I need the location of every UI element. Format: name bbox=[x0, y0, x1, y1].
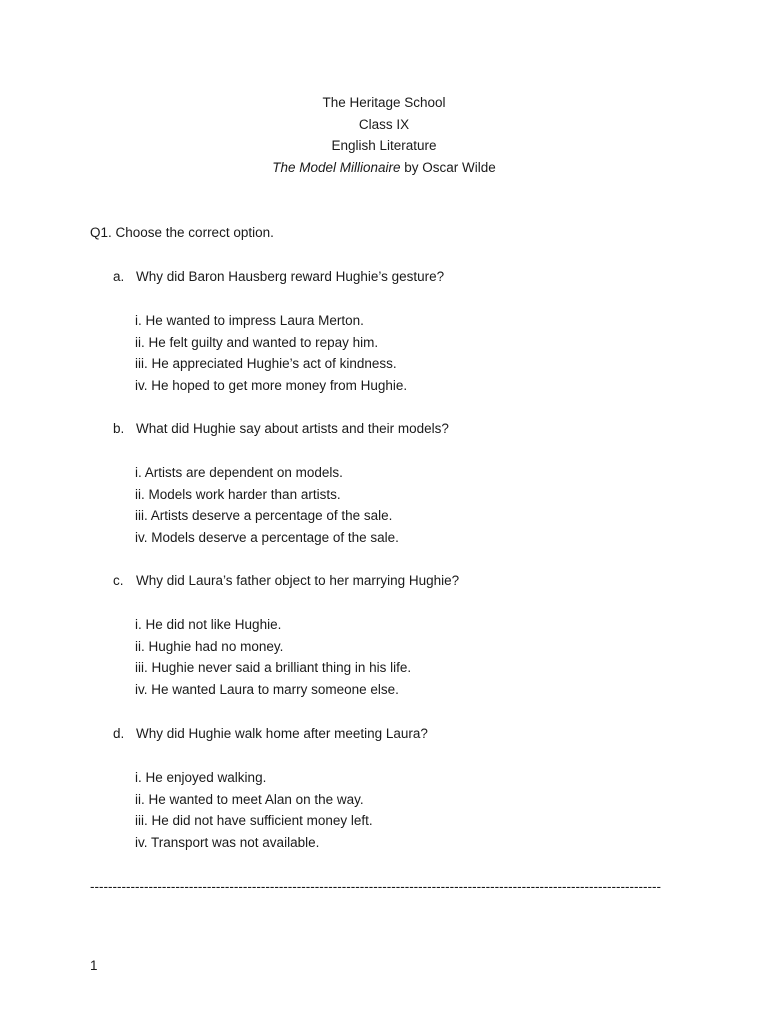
option-item: iv. He hoped to get more money from Hughie. bbox=[135, 378, 408, 394]
subject-name: English Literature bbox=[331, 138, 437, 154]
option-item: iii. Artists deserve a percentage of the sale. bbox=[135, 508, 393, 524]
dashed-separator: ------------------------------------------------------------------------------------------------------------------------------- bbox=[90, 879, 661, 894]
document-header bbox=[0, 92, 768, 179]
question-letter: c. bbox=[113, 573, 124, 588]
question-letter: d. bbox=[113, 726, 125, 741]
option-item: iii. He appreciated Hughie’s act of kindness. bbox=[135, 356, 397, 372]
question-text: Why did Laura’s father object to her marrying Hughie? bbox=[136, 573, 460, 588]
option-item: iii. Hughie never said a brilliant thing in his life. bbox=[135, 660, 412, 676]
author-line: by Oscar Wilde bbox=[400, 160, 496, 176]
option-item: iv. He wanted Laura to marry someone else. bbox=[135, 682, 399, 698]
option-list bbox=[135, 462, 399, 549]
option-list bbox=[135, 614, 411, 701]
option-item: ii. Models work harder than artists. bbox=[135, 486, 341, 502]
option-item: i. Artists are dependent on models. bbox=[135, 465, 343, 480]
option-item: ii. Hughie had no money. bbox=[135, 638, 284, 654]
school-name: The Heritage School bbox=[322, 95, 446, 110]
question-letter: b. bbox=[113, 421, 125, 436]
option-item: iv. Transport was not available. bbox=[135, 835, 320, 851]
option-item: ii. He wanted to meet Alan on the way. bbox=[135, 791, 364, 807]
option-item: iii. He did not have sufficient money left. bbox=[135, 813, 373, 829]
option-item: i. He did not like Hughie. bbox=[135, 617, 282, 632]
section-heading: Q1. Choose the correct option. bbox=[90, 225, 274, 240]
option-item: i. He wanted to impress Laura Merton. bbox=[135, 313, 364, 328]
book-title: The Model Millionaire bbox=[272, 160, 401, 176]
option-item: iv. Models deserve a percentage of the sale. bbox=[135, 530, 399, 546]
class-name: Class IX bbox=[358, 116, 410, 132]
option-item: i. He enjoyed walking. bbox=[135, 770, 267, 785]
option-item: ii. He felt guilty and wanted to repay him. bbox=[135, 334, 379, 350]
option-list bbox=[135, 767, 373, 854]
book-title-line bbox=[0, 157, 768, 179]
question-text: Why did Hughie walk home after meeting Laura? bbox=[136, 726, 428, 741]
question-text: Why did Baron Hausberg reward Hughie’s gesture? bbox=[136, 269, 445, 284]
page-number: 1 bbox=[90, 958, 98, 973]
question-letter: a. bbox=[113, 269, 125, 284]
option-list bbox=[135, 310, 407, 397]
question-text: What did Hughie say about artists and their models? bbox=[136, 421, 449, 436]
